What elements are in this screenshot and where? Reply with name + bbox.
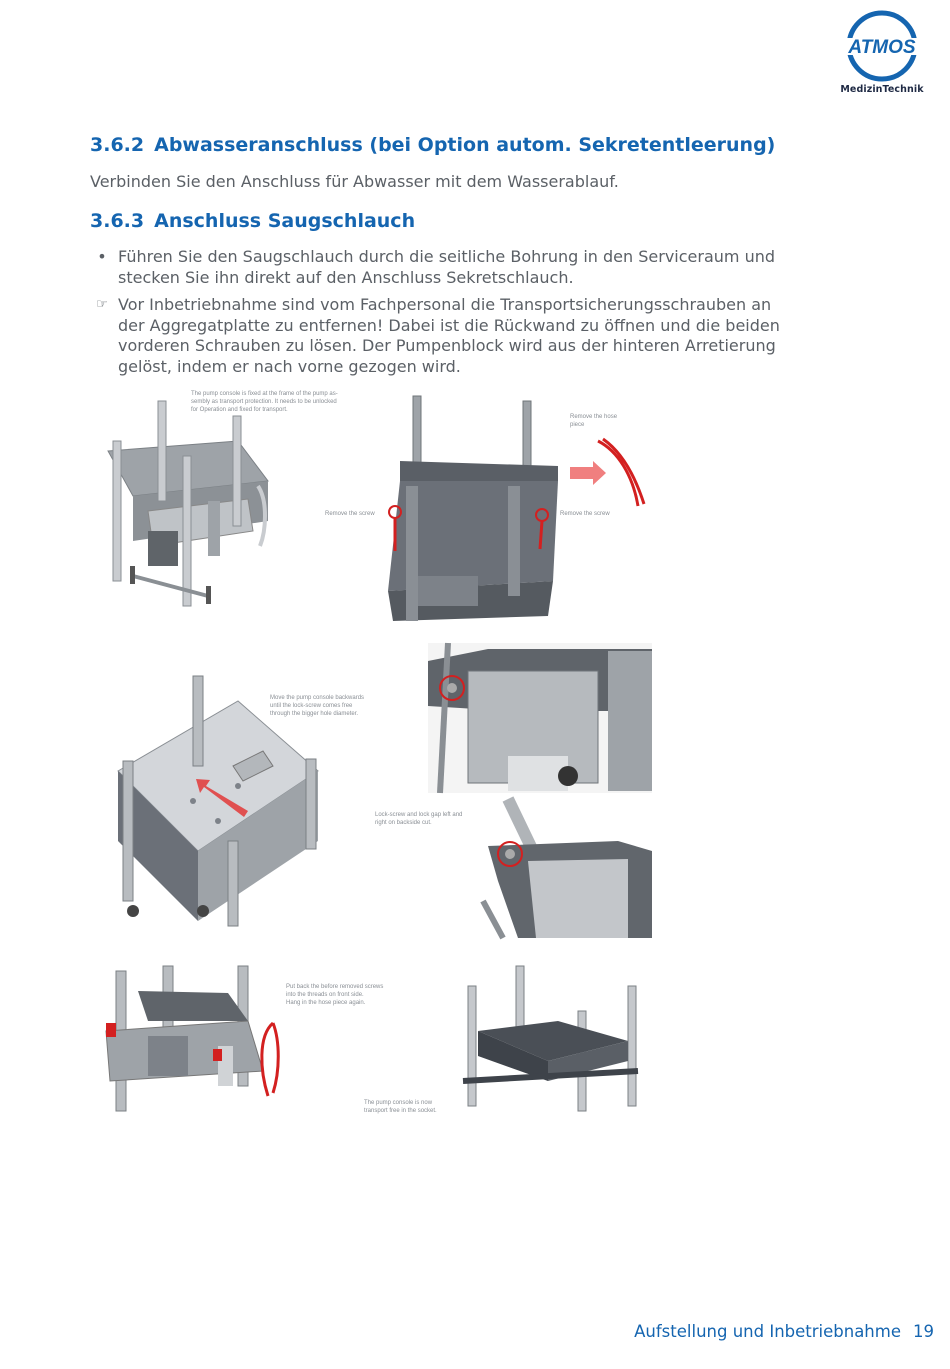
logo-text: ATMOS [848, 37, 916, 58]
section-362-text: Verbinden Sie den Anschluss für Abwasser mit dem Wasserablauf. [90, 172, 619, 191]
caption-7: Put back the before removed screws into the threads on front side. Hang in the hose piece again. [286, 984, 384, 1006]
list-item [90, 247, 780, 289]
illustration-lock-screw-closeup-1 [428, 643, 652, 793]
section-title: Abwasseranschluss (bei Option autom. Sekretentleerung) [154, 134, 776, 156]
section-number: 3.6.2 [90, 134, 145, 156]
bullet-icon: • [97, 247, 107, 266]
section-heading-363 [90, 210, 415, 232]
chapter-title: Aufstellung und Inbetriebnahme [634, 1322, 901, 1341]
caption-3: Remove the screw [325, 511, 375, 517]
section-title: Anschluss Saugschlauch [154, 210, 416, 232]
pump-console-illustrations [88, 381, 663, 1122]
caption-4: Remove the screw [560, 511, 610, 517]
caption-8: The pump console is now transport free in the socket. [364, 1100, 437, 1114]
list-item-text: Vor Inbetriebnahme sind vom Fachpersonal die Transportsicherungsschrauben an der Aggregatplatte zu entfernen! Dabei ist die Rückwand zu öffnen und die beiden vorderen Schrauben zu lösen. Der Pumpenblock wird aus der hinteren Arretierung gelöst, indem er nach vorne gezogen wird. [118, 295, 780, 376]
pointing-hand-icon: ☞ [96, 297, 108, 312]
page-number: 19 [913, 1322, 934, 1341]
logo-subtitle: MedizinTechnik [840, 84, 924, 95]
page-footer [634, 1322, 934, 1341]
caption-5: Move the pump console backwards until the lock-screw comes free through the bigger hole diameter. [270, 695, 365, 717]
section-heading-362 [90, 134, 775, 156]
caption-2: Remove the hose piece [570, 414, 618, 428]
caption-6: Lock-screw and lock gap left and right on backside cut. [375, 812, 463, 826]
list-item [90, 295, 780, 379]
caption-1: The pump console is fixed at the frame of the pump as- sembly as transport protection. It needs to be unlocked for Operation and fixed for transport. [191, 391, 338, 413]
list-item-text: Führen Sie den Saugschlauch durch die seitliche Bohrung in den Serviceraum und stecken Sie ihn direkt auf den Anschluss Sekretschlauch. [118, 247, 776, 287]
illustration-lock-screw-closeup-2 [476, 796, 652, 938]
section-number: 3.6.3 [90, 210, 145, 232]
